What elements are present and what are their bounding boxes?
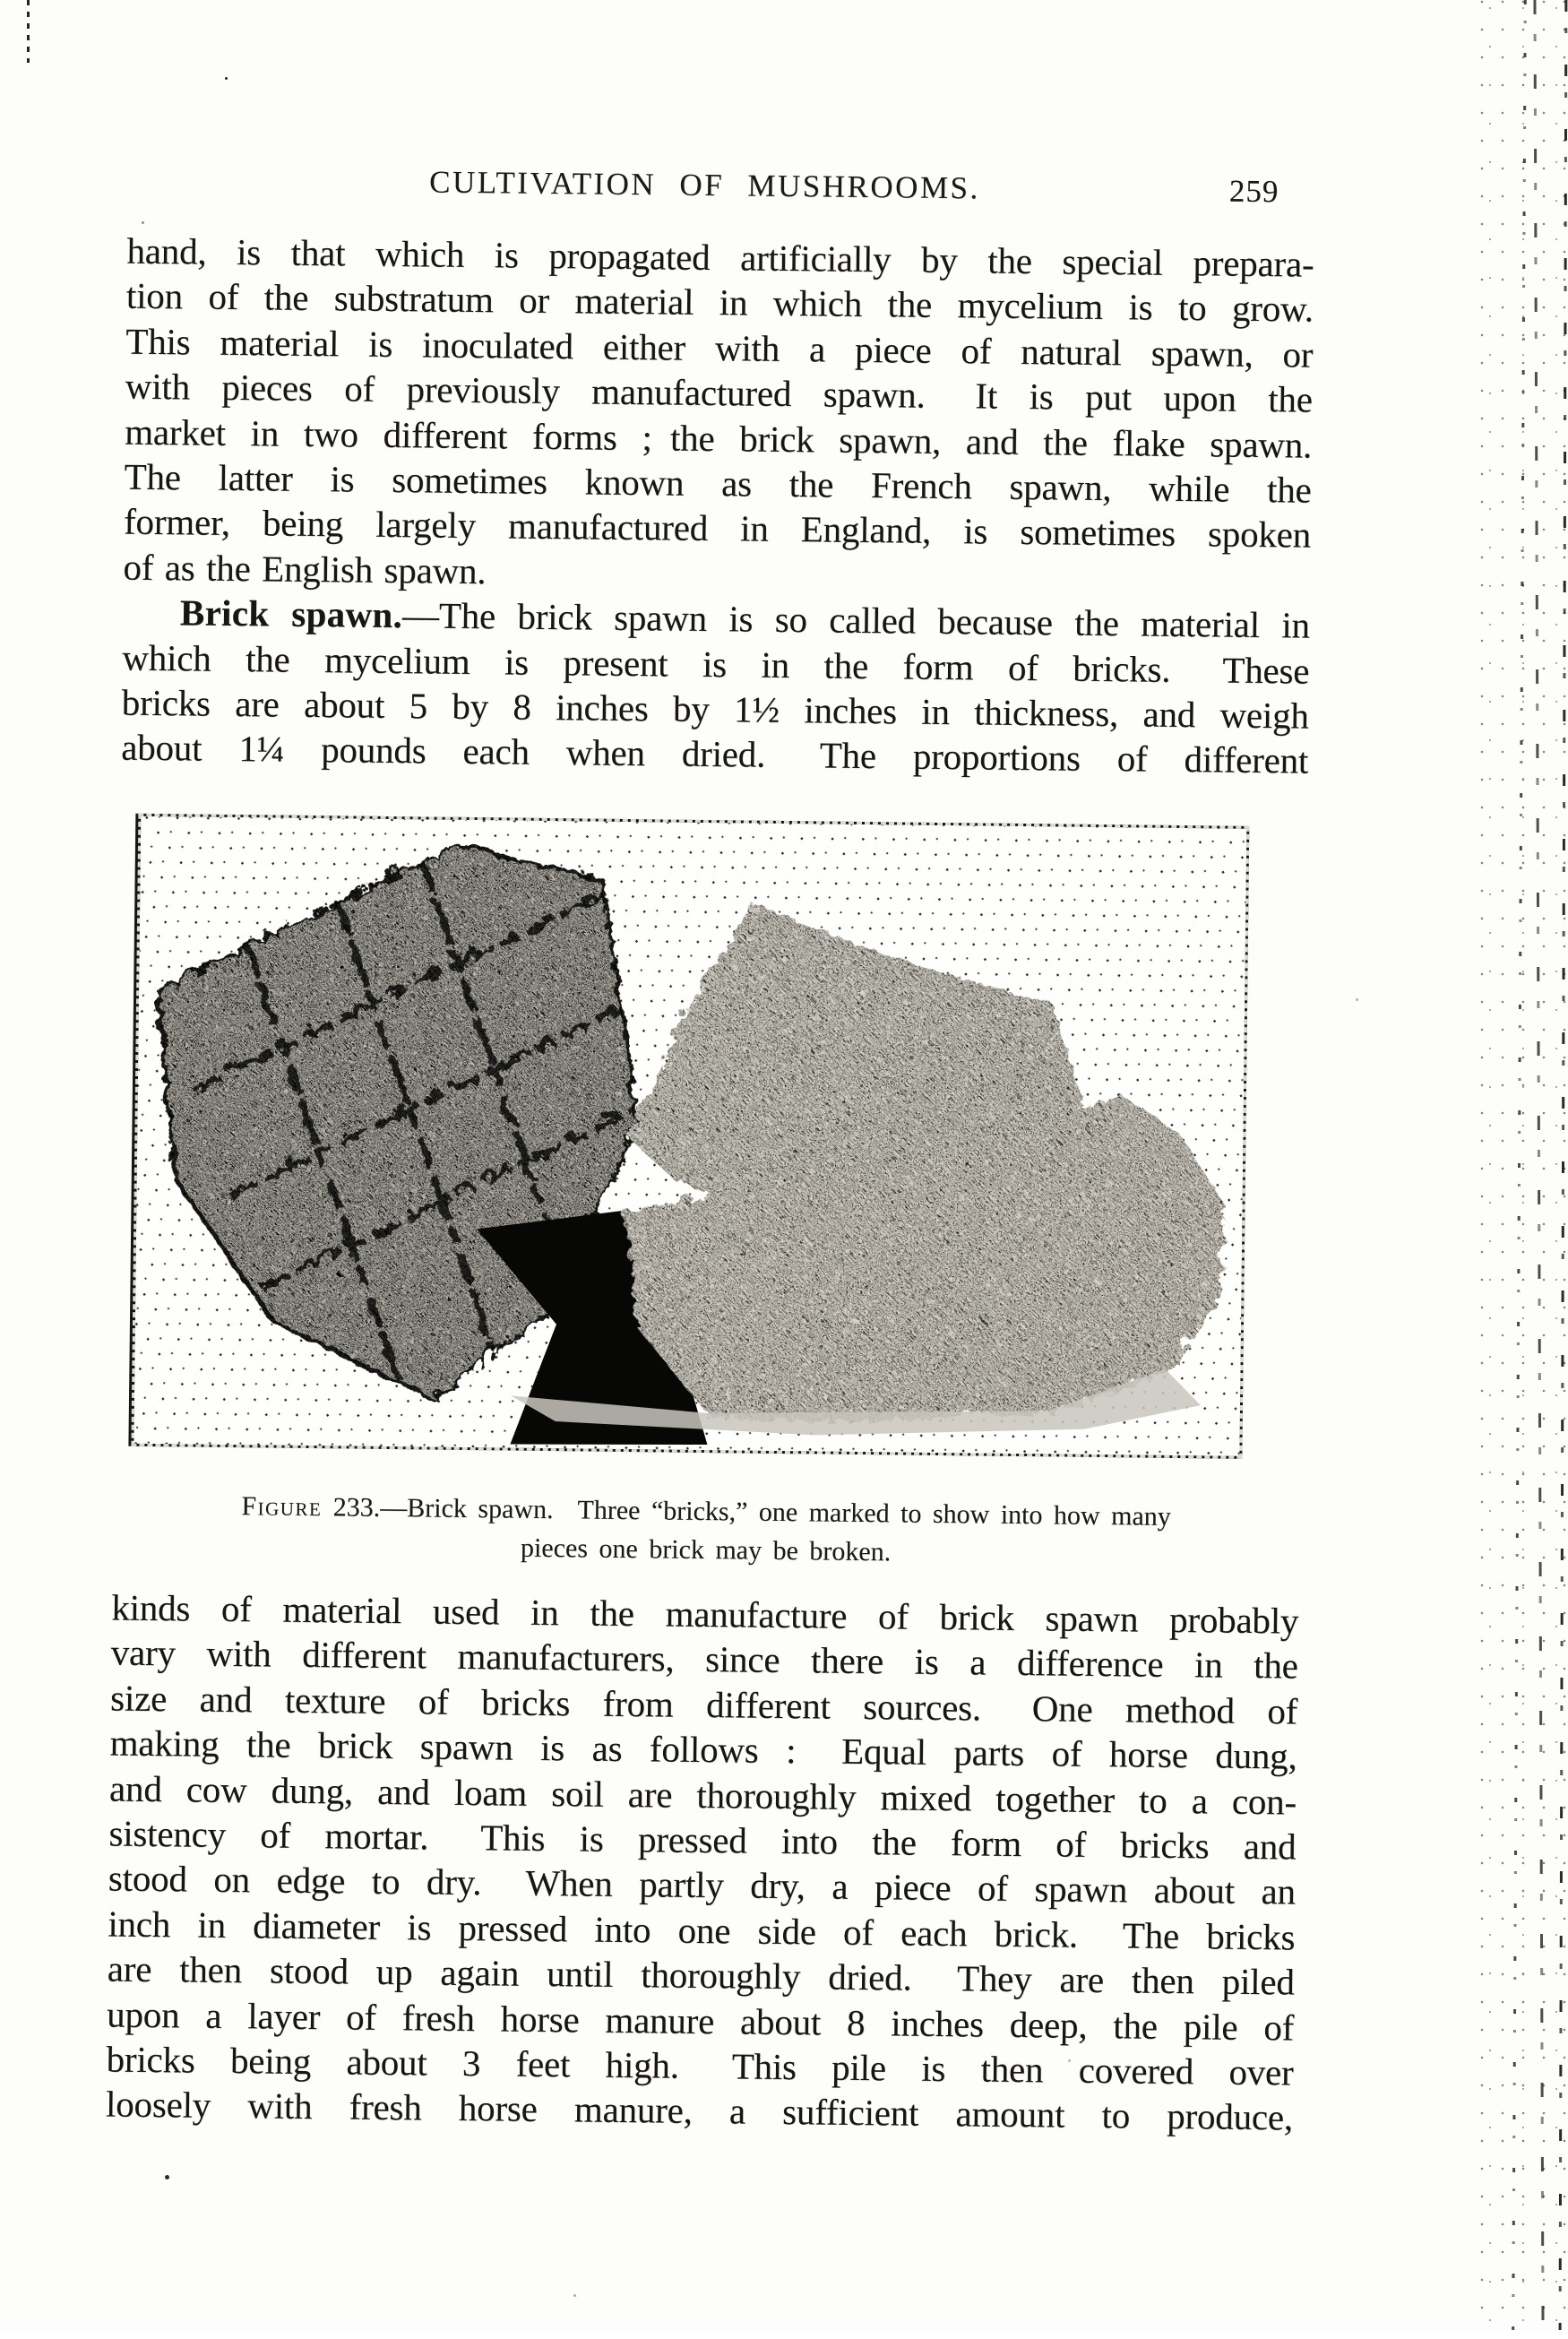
text-line: bricks are about 5 by 8 inches by 1½ inches in thickness, and weigh	[121, 681, 1309, 737]
text-line: are then stood up again until thoroughly dried. They are then piled	[107, 1947, 1295, 2003]
text-line: which the mycelium is present is in the form of bricks. These	[122, 636, 1310, 692]
brick-spawn-photo	[134, 816, 1246, 1456]
text-line: about 1¼ pounds each when dried. The proportions of different	[120, 726, 1309, 781]
lead-continuation: —The brick spawn is so called because the material in	[401, 594, 1311, 646]
text-line: with pieces of previously manufactured spawn. It is put upon the	[125, 365, 1313, 420]
caption-figure-word: Figure	[241, 1491, 323, 1523]
page-number: 259	[1228, 173, 1279, 210]
caption-line: pieces one brick may be broken.	[520, 1532, 892, 1567]
figure-photograph	[128, 814, 1249, 1459]
text-line: upon a layer of fresh horse manure about 8 inches deep, the pile of	[106, 1993, 1295, 2049]
body-paragraphs-lower	[106, 1585, 1299, 2141]
text-line: size and texture of bricks from different sources. One method of	[109, 1677, 1298, 1732]
text-line: making the brick spawn is as follows : Equal parts of horse dung,	[109, 1722, 1297, 1777]
text-line: and cow dung, and loam soil are thoroughly mixed together to a con-	[108, 1767, 1297, 1823]
text-line: sistency of mortar. This is pressed into the form of bricks and	[108, 1812, 1297, 1868]
text-line: The latter is sometimes known as the French spawn, while the	[124, 455, 1312, 511]
caption-text: 233.—Brick spawn. Three “bricks,” one marked to show into how many	[322, 1492, 1171, 1532]
text-line: hand, is that which is propagated artificially by the special prepara-	[126, 229, 1314, 285]
text-line: bricks being about 3 feet high. This pile is then covered over	[106, 2038, 1294, 2093]
text-line: former, being largely manufactured in England, is sometimes spoken	[123, 500, 1312, 556]
text-line: This material is inoculated either with a piece of natural spawn, or	[125, 320, 1314, 375]
text-line: stood on edge to dry. When partly dry, a piece of spawn about an	[108, 1857, 1297, 1912]
text-line: market in two different forms ; the brick spawn, and the flake spawn.	[124, 410, 1313, 466]
figure-caption	[112, 1486, 1300, 1576]
body-paragraphs-upper	[121, 229, 1314, 784]
running-head	[127, 161, 1314, 214]
text-line: vary with different manufacturers, since there is a difference in the	[110, 1631, 1298, 1687]
bold-lead: Brick spawn.	[179, 591, 403, 636]
text-line: loosely with fresh horse manure, a sufficient amount to produce,	[105, 2083, 1294, 2138]
text-line: of as the English spawn.	[123, 546, 487, 591]
scan-specks	[225, 77, 228, 80]
text-line: kinds of material used in the manufacture of brick spawn probably	[111, 1586, 1299, 1642]
page-title: CULTIVATION OF MUSHROOMS.	[428, 164, 981, 206]
text-line: inch in diameter is pressed into one side of each brick. The bricks	[108, 1903, 1296, 1958]
scan-noise-topleft	[27, 0, 30, 63]
text-line: tion of the substratum or material in which the mycelium is to grow.	[125, 275, 1314, 331]
